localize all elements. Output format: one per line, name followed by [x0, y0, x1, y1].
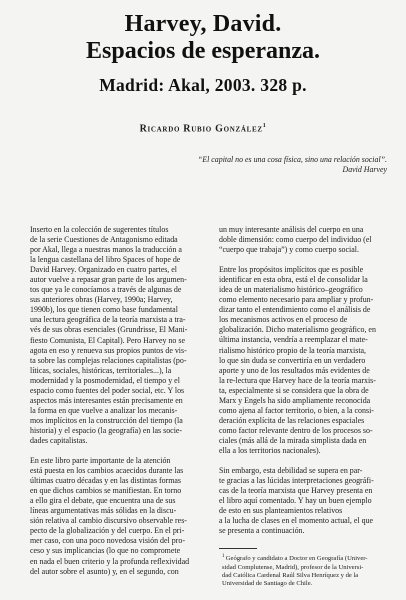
text-line: la re-lectura que Harvey hace de la teoría marxis- — [219, 375, 376, 385]
text-line: últimas cuatro décadas y en las distintas formas — [30, 476, 181, 486]
text-line: aporte y uno de los resultados más evidentes de — [219, 365, 370, 375]
text-line: del autor sobre el asunto) y, en el segundo, con — [30, 566, 179, 576]
text-line: idea de un materialismo histórico–geográfico — [219, 285, 363, 295]
text-line: David Harvey. Organizado en cuatro partes, el — [30, 265, 178, 275]
text-line: los mecanismos activos en el proceso de — [219, 315, 348, 325]
text-line: sión relativa al cambio discursivo observable res- — [30, 516, 187, 526]
text-line: líneas argumentativas más sólidas en la discu- — [30, 506, 177, 516]
footnote — [219, 553, 391, 587]
text-line: identificar en esta obra, está el de consolidar la — [219, 275, 368, 285]
text-line: doble dimensión: como cuerpo del individuo (el — [219, 235, 372, 245]
review-title-line1: Harvey, David. — [124, 11, 282, 37]
text-line: líticas, sociales, históricas, territoriales...), la — [30, 365, 172, 375]
footnote-line: sidad Complutense, Madrid), profesor de la Universi- — [222, 563, 364, 571]
text-line: “cuerpo que trabaja”) y como cuerpo social. — [219, 245, 359, 255]
publication-info: Madrid: Akal, 2003. 328 p. — [99, 75, 307, 95]
epigraph-quote: “El capital no es una cosa física, sino una relación social”. — [197, 155, 387, 164]
text-line: vés de sus obras esenciales (Grundrisse, El Mani- — [30, 325, 188, 335]
review-title-line2: Espacios de esperanza. — [86, 38, 320, 64]
text-line: por Akal, llega a nuestras manos la traducción a — [30, 245, 182, 255]
text-line: una lectura geográfica de la teoría marxista a tra- — [30, 315, 186, 325]
text-line: globalización. Dicho materialismo geográfico, en — [219, 325, 376, 335]
text-line: sus anteriores obras (Harvey, 1990a; Harvey, — [30, 295, 173, 305]
left-column — [30, 225, 202, 577]
epigraph-attribution: David Harvey — [342, 165, 387, 174]
text-line: fiesto Comunista, El Capital). Pero Harvey no se — [30, 335, 185, 345]
text-line: Marx y Engels ha sido ampliamente reconocida — [219, 395, 371, 405]
text-line: historia) y el espacio (la geografía) en las socie- — [30, 425, 183, 435]
paragraph — [30, 225, 202, 446]
right-column — [219, 225, 391, 588]
text-line: a ello gira el debate, que encuentra una de sus — [30, 496, 176, 506]
text-line: tos que ya le conocíamos a través de algunas de — [30, 285, 182, 295]
text-line: Entre los propósitos implícitos que es posible — [219, 265, 364, 275]
text-line: aspectos más interesantes están precisamente en — [30, 395, 183, 405]
footnote-line: $^1$ Geógrafo y candidato a Doctor en Geografía (Univer- — [222, 554, 368, 563]
text-line: cas de la teoría marxista que Harvey presenta en — [219, 486, 373, 496]
footnote-line: Universidad de Santiago de Chile. — [222, 579, 313, 587]
text-line: la forma en que vuelve a analizar los mecanis- — [30, 405, 178, 415]
paragraph — [219, 265, 391, 456]
paragraph — [219, 225, 391, 255]
author-name: Ricardo Rubio González$^1$ — [139, 123, 267, 135]
text-line: ta, especialmente si se considera que la obra de — [219, 385, 369, 395]
text-line: la lengua castellana del libro Spaces of hope de — [30, 255, 181, 265]
footnote-line: dad Católica Cardenal Raúl Silva Henríquez y de la — [222, 571, 359, 579]
paragraph — [219, 466, 391, 536]
text-line: como ajena al factor territorio, o bien, a la consi- — [219, 405, 374, 415]
text-line: ella a los territorios nacionales). — [219, 445, 321, 455]
text-line: ta sobre las complejas relaciones capitalistas (po- — [30, 355, 187, 365]
paragraph — [30, 456, 202, 577]
text-line: de la serie Cuestiones de Antagonismo editada — [30, 235, 178, 245]
text-line: el libro aquí comentado. Y hay un buen ejemplo — [219, 496, 372, 506]
text-line: Inserto en la colección de sugerentes títulos — [30, 225, 169, 234]
text-line: en que dichos cambios se manifiestan. En torno — [30, 486, 182, 496]
text-line: 1990b), los que tienen como base fundamental — [30, 305, 178, 315]
text-line: como elemento necesario para ampliar y profun- — [219, 295, 374, 305]
footnote-marker: 1 — [262, 123, 267, 129]
text-line: en nada el buen criterio y la profunda reflexividad — [30, 556, 190, 566]
text-line: te gracias a las lúcidas interpretaciones geográfi- — [219, 476, 374, 486]
text-line: como factor relevante dentro de los procesos so- — [219, 425, 373, 435]
text-line: autor vuelve a repasar gran parte de los argumen- — [30, 275, 187, 285]
text-line: En este libro parte importante de la atención — [30, 456, 171, 466]
text-line: Sin embargo, esta debilidad se supera en par- — [219, 466, 363, 476]
text-line: última instancia, vendría a reemplazar el mate- — [219, 335, 368, 345]
footnote-rule — [219, 548, 257, 549]
text-line: ciales (más allá de la mirada simplista dada en — [219, 435, 367, 445]
text-line: mos implícitos en la construcción del tiempo (la — [30, 415, 183, 425]
text-line: un muy interesante análisis del cuerpo en una — [219, 225, 364, 234]
text-line: pecto de la globalización y del cuerpo. En el pri- — [30, 526, 185, 536]
text-line: agota en eso y renueva sus propios puntos de vis- — [30, 345, 187, 355]
text-line: espacio como fuentes del poder social, etc. Y los — [30, 385, 185, 395]
text-line: deración explícita de las relaciones espaciales — [219, 415, 365, 425]
text-line: está puesta en los cambios acaecidos durante las — [30, 466, 184, 476]
text-line: de esto en sus planteamientos relativos — [219, 506, 343, 516]
text-line: se presenta a continuación. — [219, 526, 305, 536]
text-line: modernidad y la posmodernidad, el tiempo y el — [30, 375, 180, 385]
text-line: a la lucha de clases en el momento actual, el que — [219, 516, 374, 526]
text-line: ceso y sus implicancias (lo que no compromete — [30, 546, 181, 556]
text-line: rialismo histórico propio de la teoría marxista, — [219, 345, 367, 355]
text-line: dades capitalistas. — [30, 435, 88, 445]
text-line: lo que sin duda se convertiría en un verdadero — [219, 355, 366, 365]
text-line: mer caso, con una poco novedosa visión del pro- — [30, 536, 185, 546]
text-line: dizar tanto el entendimiento como el análisis de — [219, 305, 371, 315]
